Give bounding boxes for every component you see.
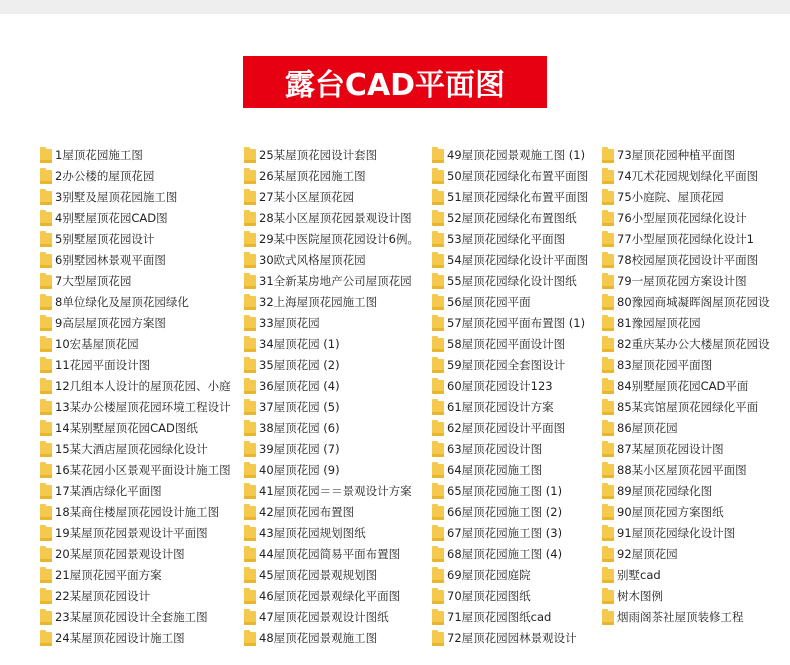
folder-label: 18某商住楼屋顶花园设计施工图 — [55, 505, 220, 519]
folder-item[interactable] — [40, 250, 240, 271]
folder-item[interactable] — [602, 523, 790, 544]
folder-item[interactable] — [432, 229, 600, 250]
folder-label: 47屋顶花园景观设计图纸 — [259, 610, 389, 624]
folder-item[interactable] — [602, 166, 790, 187]
folder-icon — [432, 170, 444, 184]
folder-item[interactable] — [244, 208, 430, 229]
folder-item[interactable] — [40, 313, 240, 334]
folder-label: 90屋顶花园方案图纸 — [617, 505, 724, 519]
folder-icon — [602, 527, 614, 541]
folder-label: 9高层屋顶花园方案图 — [55, 316, 166, 330]
folder-icon — [244, 380, 256, 394]
folder-label: 6别墅园林景观平面图 — [55, 253, 166, 267]
folder-item[interactable] — [432, 586, 600, 607]
folder-label: 84别墅屋顶花园CAD平面 — [617, 379, 749, 393]
folder-label: 92屋顶花园 — [617, 547, 678, 561]
folder-label: 30欧式风格屋顶花园 — [259, 253, 366, 267]
folder-label: 55屋顶花园绿化设计图纸 — [447, 274, 577, 288]
folder-item[interactable] — [244, 376, 430, 397]
folder-item[interactable] — [432, 460, 600, 481]
folder-icon — [432, 149, 444, 163]
folder-item[interactable] — [602, 565, 790, 586]
folder-label: 66屋顶花园施工图 (2) — [447, 505, 563, 519]
folder-icon — [40, 422, 52, 436]
folder-label: 62屋顶花园设计平面图 — [447, 421, 566, 435]
folder-label: 22某屋顶花园设计 — [55, 589, 151, 603]
folder-label: 77小型屋顶花园绿化设计1 — [617, 232, 754, 246]
folder-label: 31全新某房地产公司屋顶花园 — [259, 274, 412, 288]
folder-item[interactable] — [244, 271, 430, 292]
file-column-1 — [40, 145, 240, 649]
folder-item[interactable] — [40, 397, 240, 418]
folder-icon — [432, 611, 444, 625]
folder-item[interactable] — [602, 229, 790, 250]
folder-item[interactable] — [244, 418, 430, 439]
folder-item[interactable] — [40, 334, 240, 355]
folder-label: 36屋顶花园 (4) — [259, 379, 340, 393]
folder-label: 2办公楼的屋顶花园 — [55, 169, 155, 183]
folder-label: 79一屋顶花园方案设计图 — [617, 274, 747, 288]
folder-item[interactable] — [432, 397, 600, 418]
folder-icon — [40, 485, 52, 499]
folder-label: 72屋顶花园园林景观设计 — [447, 631, 577, 645]
folder-item[interactable] — [432, 187, 600, 208]
folder-label: 74兀术花园规划绿化平面图 — [617, 169, 759, 183]
folder-icon — [40, 233, 52, 247]
folder-label: 41屋顶花园＝＝景观设计方案 — [259, 484, 412, 498]
folder-icon — [40, 170, 52, 184]
folder-icon — [244, 464, 256, 478]
folder-icon — [40, 527, 52, 541]
folder-item[interactable] — [244, 292, 430, 313]
folder-item[interactable] — [244, 544, 430, 565]
folder-item[interactable] — [602, 271, 790, 292]
file-column-2 — [244, 145, 430, 649]
folder-label: 76小型屋顶花园绿化设计 — [617, 211, 747, 225]
top-strip — [0, 0, 790, 14]
folder-item[interactable] — [244, 166, 430, 187]
folder-item[interactable] — [40, 439, 240, 460]
folder-icon — [244, 632, 256, 646]
folder-item[interactable] — [432, 565, 600, 586]
folder-label: 21屋顶花园平面方案 — [55, 568, 162, 582]
folder-item[interactable] — [602, 376, 790, 397]
folder-icon — [432, 527, 444, 541]
folder-label: 别墅cad — [617, 568, 661, 582]
folder-item[interactable] — [432, 481, 600, 502]
folder-label: 28某小区屋顶花园景观设计图 — [259, 211, 412, 225]
folder-label: 43屋顶花园规划图纸 — [259, 526, 366, 540]
folder-icon — [244, 317, 256, 331]
folder-item[interactable] — [432, 523, 600, 544]
folder-item[interactable] — [40, 208, 240, 229]
folder-icon — [244, 296, 256, 310]
folder-icon — [602, 569, 614, 583]
folder-icon — [40, 611, 52, 625]
folder-label: 32上海屋顶花园施工图 — [259, 295, 378, 309]
folder-icon — [40, 338, 52, 352]
folder-item[interactable] — [432, 628, 600, 649]
folder-icon — [602, 506, 614, 520]
folder-item[interactable] — [432, 355, 600, 376]
folder-label: 71屋顶花园图纸cad — [447, 610, 552, 624]
folder-item[interactable] — [432, 271, 600, 292]
folder-label: 5别墅屋顶花园设计 — [55, 232, 155, 246]
folder-item[interactable] — [602, 607, 790, 628]
folder-label: 29某中医院屋顶花园设计6例。 — [259, 232, 419, 246]
folder-item[interactable] — [602, 502, 790, 523]
folder-icon — [40, 590, 52, 604]
folder-icon — [244, 422, 256, 436]
folder-item[interactable] — [40, 481, 240, 502]
folder-label: 44屋顶花园简易平面布置图 — [259, 547, 401, 561]
folder-item[interactable] — [40, 544, 240, 565]
folder-icon — [244, 527, 256, 541]
folder-icon — [432, 317, 444, 331]
folder-label: 34屋顶花园 (1) — [259, 337, 340, 351]
folder-label: 54屋顶花园绿化设计平面图 — [447, 253, 589, 267]
folder-item[interactable] — [602, 397, 790, 418]
folder-icon — [40, 254, 52, 268]
folder-item[interactable] — [432, 292, 600, 313]
folder-icon — [432, 569, 444, 583]
folder-item[interactable] — [602, 460, 790, 481]
folder-icon — [40, 296, 52, 310]
folder-icon — [602, 401, 614, 415]
folder-icon — [244, 485, 256, 499]
folder-item[interactable] — [40, 145, 240, 166]
folder-label: 42屋顶花园布置图 — [259, 505, 355, 519]
folder-label: 24某屋顶花园设计施工图 — [55, 631, 185, 645]
folder-icon — [40, 380, 52, 394]
folder-item[interactable] — [40, 586, 240, 607]
folder-item[interactable] — [40, 418, 240, 439]
folder-label: 52屋顶花园绿化布置图纸 — [447, 211, 577, 225]
folder-icon — [432, 422, 444, 436]
folder-label: 3别墅及屋顶花园施工图 — [55, 190, 178, 204]
folder-label: 73屋顶花园种植平面图 — [617, 148, 736, 162]
folder-icon — [244, 359, 256, 373]
folder-icon — [602, 233, 614, 247]
folder-icon — [432, 464, 444, 478]
folder-item[interactable] — [40, 523, 240, 544]
folder-item[interactable] — [244, 460, 430, 481]
folder-item[interactable] — [40, 229, 240, 250]
folder-item[interactable] — [602, 313, 790, 334]
folder-label: 35屋顶花园 (2) — [259, 358, 340, 372]
folder-icon — [602, 422, 614, 436]
folder-icon — [432, 443, 444, 457]
folder-item[interactable] — [602, 439, 790, 460]
folder-icon — [244, 611, 256, 625]
folder-icon — [40, 212, 52, 226]
folder-label: 37屋顶花园 (5) — [259, 400, 340, 414]
folder-icon — [432, 254, 444, 268]
folder-icon — [602, 275, 614, 289]
folder-icon — [432, 338, 444, 352]
folder-label: 20某屋顶花园景观设计图 — [55, 547, 185, 561]
folder-label: 78校园屋顶花园设计平面图 — [617, 253, 759, 267]
folder-item[interactable] — [244, 334, 430, 355]
folder-icon — [40, 632, 52, 646]
folder-label: 27某小区屋顶花园 — [259, 190, 355, 204]
folder-item[interactable] — [40, 460, 240, 481]
folder-icon — [602, 191, 614, 205]
folder-icon — [40, 317, 52, 331]
folder-label: 82重庆某办公大楼屋顶花园设 — [617, 337, 770, 351]
folder-label: 60屋顶花园设计123 — [447, 379, 553, 393]
folder-item[interactable] — [244, 250, 430, 271]
folder-label: 10宏基屋顶花园 — [55, 337, 139, 351]
folder-icon — [40, 464, 52, 478]
folder-icon — [432, 632, 444, 646]
folder-label: 87某屋顶花园设计图 — [617, 442, 724, 456]
folder-item[interactable] — [40, 292, 240, 313]
folder-icon — [244, 149, 256, 163]
title-banner — [243, 56, 547, 108]
folder-label: 树木图例 — [617, 589, 663, 603]
folder-label: 烟雨阁茶社屋顶装修工程 — [617, 610, 744, 624]
folder-icon — [602, 212, 614, 226]
folder-label: 8单位绿化及屋顶花园绿化 — [55, 295, 189, 309]
folder-icon — [432, 590, 444, 604]
folder-item[interactable] — [432, 544, 600, 565]
file-column-4 — [602, 145, 790, 628]
folder-icon — [244, 443, 256, 457]
folder-label: 48屋顶花园景观施工图 — [259, 631, 378, 645]
folder-item[interactable] — [602, 250, 790, 271]
folder-label: 49屋顶花园景观施工图 (1) — [447, 148, 586, 162]
folder-item[interactable] — [602, 418, 790, 439]
folder-icon — [40, 149, 52, 163]
folder-item[interactable] — [40, 376, 240, 397]
page-title: 露台CAD平面图 — [284, 68, 506, 103]
folder-label: 88某小区屋顶花园平面图 — [617, 463, 747, 477]
folder-label: 68屋顶花园施工图 (4) — [447, 547, 563, 561]
folder-icon — [40, 548, 52, 562]
folder-item[interactable] — [432, 376, 600, 397]
folder-label: 53屋顶花园绿化平面图 — [447, 232, 566, 246]
folder-icon — [432, 296, 444, 310]
folder-item[interactable] — [432, 145, 600, 166]
folder-label: 13某办公楼屋顶花园环境工程设计 — [55, 400, 231, 414]
folder-item[interactable] — [244, 502, 430, 523]
folder-icon — [602, 590, 614, 604]
folder-item[interactable] — [244, 229, 430, 250]
folder-icon — [602, 296, 614, 310]
folder-item[interactable] — [40, 607, 240, 628]
folder-icon — [40, 506, 52, 520]
folder-label: 15某大酒店屋顶花园绿化设计 — [55, 442, 208, 456]
folder-item[interactable] — [602, 586, 790, 607]
folder-icon — [244, 275, 256, 289]
folder-label: 80豫园商城凝晖阁屋顶花园设 — [617, 295, 770, 309]
folder-label: 23某屋顶花园设计全套施工图 — [55, 610, 208, 624]
folder-icon — [432, 191, 444, 205]
folder-item[interactable] — [40, 565, 240, 586]
folder-item[interactable] — [602, 292, 790, 313]
folder-icon — [432, 212, 444, 226]
folder-icon — [602, 359, 614, 373]
folder-item[interactable] — [432, 208, 600, 229]
folder-label: 38屋顶花园 (6) — [259, 421, 340, 435]
folder-item[interactable] — [432, 502, 600, 523]
folder-icon — [244, 191, 256, 205]
folder-icon — [244, 548, 256, 562]
folder-label: 14某别墅屋顶花园CAD图纸 — [55, 421, 198, 435]
folder-label: 26某屋顶花园施工图 — [259, 169, 366, 183]
folder-icon — [432, 506, 444, 520]
folder-icon — [602, 338, 614, 352]
folder-icon — [40, 359, 52, 373]
folder-icon — [602, 149, 614, 163]
folder-label: 83屋顶花园平面图 — [617, 358, 713, 372]
folder-label: 56屋顶花园平面 — [447, 295, 531, 309]
folder-label: 70屋顶花园图纸 — [447, 589, 531, 603]
folder-label: 61屋顶花园设计方案 — [447, 400, 554, 414]
folder-item[interactable] — [40, 628, 240, 649]
folder-item[interactable] — [40, 271, 240, 292]
folder-item[interactable] — [244, 586, 430, 607]
folder-icon — [244, 170, 256, 184]
folder-label: 4别墅屋顶花园CAD图 — [55, 211, 168, 225]
folder-label: 19某屋顶花园景观设计平面图 — [55, 526, 208, 540]
folder-icon — [244, 233, 256, 247]
folder-item[interactable] — [432, 250, 600, 271]
folder-label: 39屋顶花园 (7) — [259, 442, 340, 456]
folder-icon — [244, 590, 256, 604]
folder-icon — [40, 443, 52, 457]
folder-icon — [602, 254, 614, 268]
folder-icon — [602, 380, 614, 394]
folder-item[interactable] — [244, 565, 430, 586]
folder-label: 51屋顶花园绿化布置平面图 — [447, 190, 589, 204]
folder-item[interactable] — [602, 544, 790, 565]
folder-item[interactable] — [244, 523, 430, 544]
folder-item[interactable] — [244, 355, 430, 376]
folder-icon — [432, 359, 444, 373]
folder-item[interactable] — [244, 607, 430, 628]
folder-item[interactable] — [244, 439, 430, 460]
folder-icon — [244, 212, 256, 226]
folder-icon — [244, 401, 256, 415]
folder-item[interactable] — [432, 313, 600, 334]
folder-item[interactable] — [244, 481, 430, 502]
folder-icon — [432, 275, 444, 289]
folder-item[interactable] — [244, 187, 430, 208]
folder-item[interactable] — [602, 355, 790, 376]
folder-icon — [244, 569, 256, 583]
folder-item[interactable] — [40, 166, 240, 187]
folder-icon — [244, 254, 256, 268]
folder-item[interactable] — [244, 145, 430, 166]
folder-label: 11花园平面设计图 — [55, 358, 151, 372]
folder-icon — [432, 548, 444, 562]
folder-label: 86屋顶花园 — [617, 421, 678, 435]
folder-icon — [40, 401, 52, 415]
folder-item[interactable] — [432, 439, 600, 460]
folder-icon — [432, 233, 444, 247]
folder-icon — [432, 401, 444, 415]
folder-label: 58屋顶花园平面设计图 — [447, 337, 566, 351]
folder-item[interactable] — [602, 334, 790, 355]
folder-icon — [244, 506, 256, 520]
folder-icon — [602, 170, 614, 184]
folder-label: 17某酒店绿化平面图 — [55, 484, 162, 498]
folder-icon — [602, 464, 614, 478]
folder-label: 40屋顶花园 (9) — [259, 463, 340, 477]
folder-label: 69屋顶花园庭院 — [447, 568, 531, 582]
folder-item[interactable] — [602, 208, 790, 229]
folder-item[interactable] — [432, 607, 600, 628]
folder-label: 46屋顶花园景观绿化平面图 — [259, 589, 401, 603]
folder-icon — [602, 485, 614, 499]
folder-label: 50屋顶花园绿化布置平面图 — [447, 169, 589, 183]
folder-icon — [602, 548, 614, 562]
folder-item[interactable] — [40, 502, 240, 523]
folder-icon — [40, 275, 52, 289]
folder-item[interactable] — [40, 187, 240, 208]
folder-icon — [432, 380, 444, 394]
folder-label: 75小庭院、屋顶花园 — [617, 190, 724, 204]
folder-item[interactable] — [602, 481, 790, 502]
folder-label: 45屋顶花园景观规划图 — [259, 568, 378, 582]
folder-icon — [602, 611, 614, 625]
folder-label: 16某花园小区景观平面设计施工图 — [55, 463, 231, 477]
folder-item[interactable] — [244, 397, 430, 418]
folder-item[interactable] — [602, 187, 790, 208]
folder-icon — [40, 569, 52, 583]
folder-label: 81豫园屋顶花园 — [617, 316, 701, 330]
folder-label: 12几组本人设计的屋顶花园、小庭 — [55, 379, 231, 393]
folder-label: 65屋顶花园施工图 (1) — [447, 484, 563, 498]
folder-label: 85某宾馆屋顶花园绿化平面 — [617, 400, 759, 414]
folder-label: 67屋顶花园施工图 (3) — [447, 526, 563, 540]
folder-label: 57屋顶花园平面布置图 (1) — [447, 316, 586, 330]
folder-icon — [244, 338, 256, 352]
folder-item[interactable] — [244, 628, 430, 649]
folder-item[interactable] — [432, 166, 600, 187]
folder-label: 59屋顶花园全套图设计 — [447, 358, 566, 372]
folder-label: 89屋顶花园绿化图 — [617, 484, 713, 498]
folder-item[interactable] — [432, 418, 600, 439]
folder-label: 33屋顶花园 — [259, 316, 320, 330]
folder-item[interactable] — [432, 334, 600, 355]
folder-item[interactable] — [40, 355, 240, 376]
folder-icon — [602, 443, 614, 457]
folder-label: 63屋顶花园设计图 — [447, 442, 543, 456]
folder-label: 7大型屋顶花园 — [55, 274, 132, 288]
folder-icon — [602, 317, 614, 331]
folder-label: 91屋顶花园绿化设计图 — [617, 526, 736, 540]
folder-label: 64屋顶花园施工图 — [447, 463, 543, 477]
folder-label: 1屋顶花园施工图 — [55, 148, 143, 162]
folder-item[interactable] — [602, 145, 790, 166]
folder-icon — [40, 191, 52, 205]
folder-icon — [432, 485, 444, 499]
file-column-3 — [432, 145, 600, 649]
folder-item[interactable] — [244, 313, 430, 334]
folder-label: 25某屋顶花园设计套图 — [259, 148, 378, 162]
